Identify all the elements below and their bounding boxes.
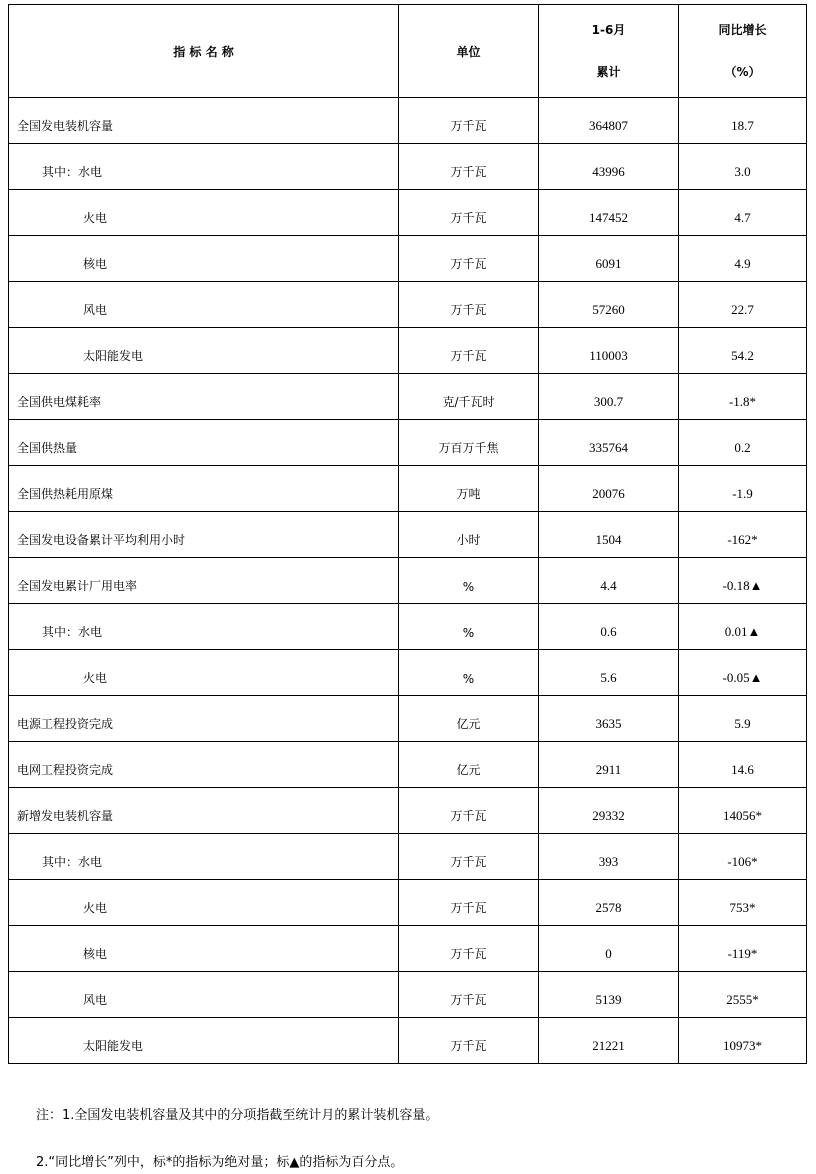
table-row (9, 420, 807, 466)
table-row (9, 236, 807, 282)
yoy-growth-cell: -119* (679, 926, 807, 972)
unit-cell: 克/千瓦时 (399, 374, 539, 420)
cumulative-value-cell: 20076 (539, 466, 679, 512)
unit-cell: 万千瓦 (399, 972, 539, 1018)
indicator-name-cell: 全国发电累计厂用电率 (9, 558, 399, 604)
indicator-name-cell: 其中：水电 (9, 144, 399, 190)
table-row (9, 604, 807, 650)
cumulative-value-cell: 110003 (539, 328, 679, 374)
cumulative-value-cell: 393 (539, 834, 679, 880)
unit-cell: 亿元 (399, 696, 539, 742)
unit-cell: 万千瓦 (399, 282, 539, 328)
yoy-growth-cell: 18.7 (679, 98, 807, 144)
yoy-growth-cell: -1.9 (679, 466, 807, 512)
statistics-table (8, 4, 807, 1064)
indicator-name-cell: 火电 (9, 190, 399, 236)
header-yoy-line2: （%） (724, 65, 761, 79)
unit-cell: 万千瓦 (399, 926, 539, 972)
indicator-name-cell: 风电 (9, 282, 399, 328)
unit-cell: % (399, 604, 539, 650)
unit-cell: 万千瓦 (399, 328, 539, 374)
yoy-growth-cell: 753* (679, 880, 807, 926)
table-row (9, 788, 807, 834)
yoy-growth-cell: 54.2 (679, 328, 807, 374)
yoy-growth-cell: -0.05▲ (679, 650, 807, 696)
unit-cell: 亿元 (399, 742, 539, 788)
cumulative-value-cell: 5139 (539, 972, 679, 1018)
unit-cell: 万千瓦 (399, 1018, 539, 1064)
table-row (9, 190, 807, 236)
unit-cell: % (399, 650, 539, 696)
cumulative-value-cell: 43996 (539, 144, 679, 190)
indicator-name-cell: 核电 (9, 236, 399, 282)
table-row (9, 880, 807, 926)
yoy-growth-cell: -0.18▲ (679, 558, 807, 604)
yoy-growth-cell: 10973* (679, 1018, 807, 1064)
yoy-growth-cell: -162* (679, 512, 807, 558)
yoy-growth-cell: 4.9 (679, 236, 807, 282)
yoy-growth-cell: 5.9 (679, 696, 807, 742)
table-row (9, 98, 807, 144)
table-row (9, 926, 807, 972)
table-row (9, 558, 807, 604)
yoy-growth-cell: -106* (679, 834, 807, 880)
unit-cell: 万千瓦 (399, 236, 539, 282)
header-cumulative (539, 5, 679, 98)
table-row (9, 834, 807, 880)
yoy-growth-cell: 0.01▲ (679, 604, 807, 650)
indicator-name-cell: 火电 (9, 650, 399, 696)
note-1: 注：1.全国发电装机容量及其中的分项指截至统计月的累计装机容量。 (36, 1108, 439, 1123)
cumulative-value-cell: 364807 (539, 98, 679, 144)
indicator-name-cell: 太阳能发电 (9, 1018, 399, 1064)
indicator-name-cell: 全国发电设备累计平均利用小时 (9, 512, 399, 558)
indicator-name-cell: 其中：水电 (9, 834, 399, 880)
header-cumulative-line2: 累计 (596, 65, 621, 79)
table-row (9, 282, 807, 328)
yoy-growth-cell: 14.6 (679, 742, 807, 788)
cumulative-value-cell: 0.6 (539, 604, 679, 650)
header-row (9, 5, 807, 98)
table-row (9, 512, 807, 558)
table-row (9, 1018, 807, 1064)
table-row (9, 144, 807, 190)
indicator-name-cell: 全国供热耗用原煤 (9, 466, 399, 512)
unit-cell: 万吨 (399, 466, 539, 512)
header-indicator-name: 指 标 名 称 (9, 5, 399, 98)
yoy-growth-cell: 2555* (679, 972, 807, 1018)
header-cumulative-line1: 1-6月 (591, 23, 626, 37)
indicator-name-cell: 全国供电煤耗率 (9, 374, 399, 420)
indicator-name-cell: 其中：水电 (9, 604, 399, 650)
indicator-name-cell: 风电 (9, 972, 399, 1018)
yoy-growth-cell: 4.7 (679, 190, 807, 236)
unit-cell: 万百万千焦 (399, 420, 539, 466)
cumulative-value-cell: 147452 (539, 190, 679, 236)
indicator-name-cell: 电源工程投资完成 (9, 696, 399, 742)
table-row (9, 328, 807, 374)
header-yoy-line1: 同比增长 (718, 23, 767, 37)
table-row (9, 972, 807, 1018)
cumulative-value-cell: 300.7 (539, 374, 679, 420)
unit-cell: 小时 (399, 512, 539, 558)
indicator-name-cell: 电网工程投资完成 (9, 742, 399, 788)
unit-cell: 万千瓦 (399, 98, 539, 144)
table-row (9, 696, 807, 742)
indicator-name-cell: 太阳能发电 (9, 328, 399, 374)
cumulative-value-cell: 57260 (539, 282, 679, 328)
yoy-growth-cell: 0.2 (679, 420, 807, 466)
cumulative-value-cell: 4.4 (539, 558, 679, 604)
indicator-name-cell: 全国供热量 (9, 420, 399, 466)
note-2: 2.“同比增长”列中，标*的指标为绝对量；标▲的指标为百分点。 (36, 1155, 404, 1170)
table-row (9, 374, 807, 420)
yoy-growth-cell: 22.7 (679, 282, 807, 328)
yoy-growth-cell: 14056* (679, 788, 807, 834)
cumulative-value-cell: 335764 (539, 420, 679, 466)
indicator-name-cell: 新增发电装机容量 (9, 788, 399, 834)
unit-cell: 万千瓦 (399, 880, 539, 926)
cumulative-value-cell: 3635 (539, 696, 679, 742)
unit-cell: 万千瓦 (399, 190, 539, 236)
cumulative-value-cell: 6091 (539, 236, 679, 282)
header-unit: 单位 (399, 5, 539, 98)
unit-cell: 万千瓦 (399, 788, 539, 834)
cumulative-value-cell: 1504 (539, 512, 679, 558)
table-row (9, 742, 807, 788)
indicator-name-cell: 火电 (9, 880, 399, 926)
unit-cell: 万千瓦 (399, 834, 539, 880)
cumulative-value-cell: 2911 (539, 742, 679, 788)
table-row (9, 466, 807, 512)
indicator-name-cell: 核电 (9, 926, 399, 972)
cumulative-value-cell: 29332 (539, 788, 679, 834)
cumulative-value-cell: 0 (539, 926, 679, 972)
cumulative-value-cell: 21221 (539, 1018, 679, 1064)
indicator-name-cell: 全国发电装机容量 (9, 98, 399, 144)
unit-cell: % (399, 558, 539, 604)
header-yoy (679, 5, 807, 98)
cumulative-value-cell: 2578 (539, 880, 679, 926)
cumulative-value-cell: 5.6 (539, 650, 679, 696)
yoy-growth-cell: 3.0 (679, 144, 807, 190)
unit-cell: 万千瓦 (399, 144, 539, 190)
yoy-growth-cell: -1.8* (679, 374, 807, 420)
table-row (9, 650, 807, 696)
